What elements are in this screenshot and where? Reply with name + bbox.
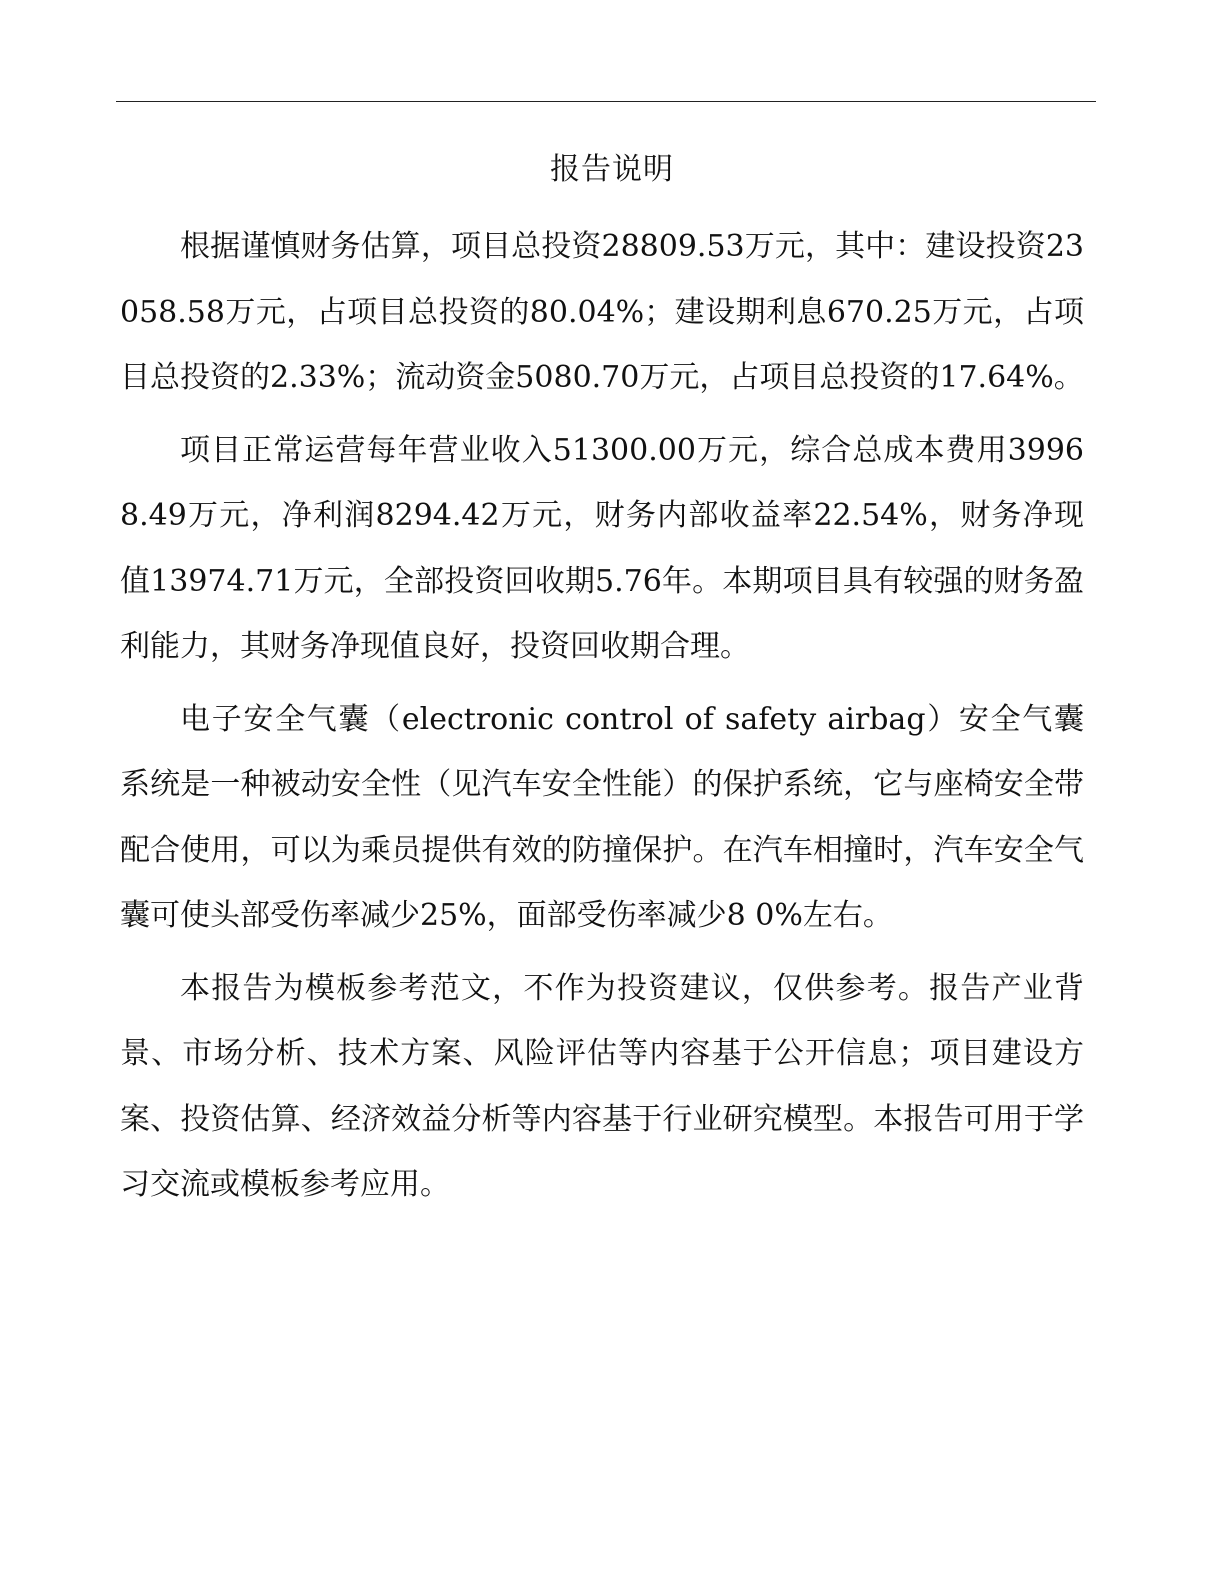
- paragraph-airbag-description: 电子安全气囊（electronic control of safety airbag）安全气囊系统是一种被动安全性（见汽车安全性能）的保护系统，它与座椅安全带配合使用，可以为乘员提供有效的防撞保护。在汽车相撞时，汽车安全气囊可使头部受伤率减少25%，面部受伤率减少8 0%左右。: [120, 701, 1084, 933]
- paragraph-disclaimer: 本报告为模板参考范文，不作为投资建议，仅供参考。报告产业背景、市场分析、技术方案、风险评估等内容基于公开信息；项目建设方案、投资估算、经济效益分析等内容基于行业研究模型。本报告可用于学习交流或模板参考应用。: [120, 970, 1084, 1202]
- paragraph-investment-summary: 根据谨慎财务估算，项目总投资28809.53万元，其中：建设投资23058.58万元，占项目总投资的80.04%；建设期利息670.25万元，占项目总投资的2.33%；流动资金5080.70万元，占项目总投资的17.64%。: [120, 229, 1084, 395]
- paragraph-financial-returns: 项目正常运营每年营业收入51300.00万元，综合总成本费用39968.49万元，净利润8294.42万元，财务内部收益率22.54%，财务净现值13974.71万元，全部投资回收期5.76年。本期项目具有较强的财务盈利能力，其财务净现值良好，投资回收期合理。: [120, 432, 1084, 664]
- page-title: 报告说明: [550, 152, 674, 187]
- report-body: [120, 214, 1084, 1218]
- header-rule: [116, 101, 1096, 102]
